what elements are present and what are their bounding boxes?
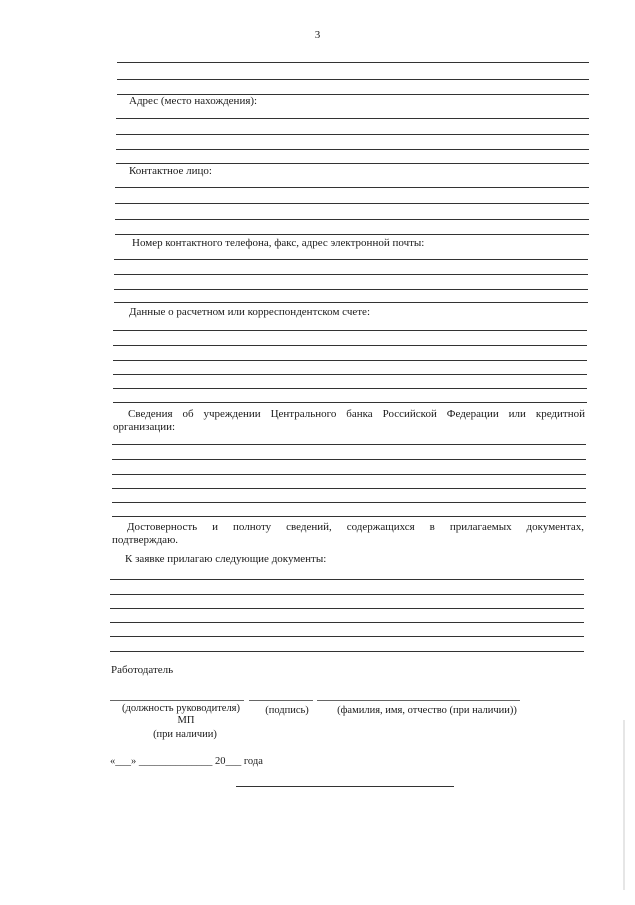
blank-line[interactable]: [112, 502, 586, 503]
date-line[interactable]: «___» ______________ 20___ года: [110, 756, 263, 767]
name-field-line[interactable]: [317, 700, 520, 701]
address-label: Адрес (место нахождения):: [129, 95, 258, 107]
blank-line[interactable]: [115, 234, 589, 235]
blank-line[interactable]: [110, 594, 584, 595]
blank-line[interactable]: [117, 79, 589, 80]
bank-info-label: Сведения об учреждении Центрального банка Российской Федерации или кредитной: [128, 408, 585, 420]
blank-line[interactable]: [114, 289, 588, 290]
blank-line[interactable]: [112, 444, 586, 445]
bank-info-label-cont: организации:: [113, 421, 176, 433]
position-field-line[interactable]: [110, 700, 244, 701]
name-caption: (фамилия, имя, отчество (при наличии)): [337, 705, 517, 716]
signature-caption: (подпись): [265, 705, 309, 716]
blank-line[interactable]: [115, 219, 589, 220]
signature-field-line[interactable]: [249, 700, 313, 701]
blank-line[interactable]: [112, 516, 586, 517]
scan-edge-shadow: [623, 720, 625, 890]
blank-line[interactable]: [110, 622, 584, 623]
blank-line[interactable]: [113, 330, 587, 331]
blank-line[interactable]: [113, 345, 587, 346]
blank-line[interactable]: [114, 259, 588, 260]
bottom-field-line[interactable]: [236, 786, 454, 787]
blank-line[interactable]: [116, 149, 589, 150]
account-label: Данные о расчетном или корреспондентском счете:: [129, 306, 370, 318]
blank-line[interactable]: [113, 360, 587, 361]
blank-line[interactable]: [112, 459, 586, 460]
confirmation-text-cont: подтверждаю.: [112, 534, 179, 546]
blank-line[interactable]: [113, 388, 587, 389]
confirmation-text: Достоверность и полноту сведений, содержащихся в прилагаемых документах,: [127, 521, 584, 533]
blank-line[interactable]: [110, 579, 584, 580]
blank-line[interactable]: [116, 163, 589, 164]
blank-line[interactable]: [113, 374, 587, 375]
contact-label: Контактное лицо:: [129, 165, 212, 177]
attachments-label: К заявке прилагаю следующие документы:: [125, 553, 327, 565]
stamp-label: МП: [177, 715, 195, 726]
blank-line[interactable]: [115, 187, 589, 188]
blank-line[interactable]: [110, 651, 584, 652]
blank-line[interactable]: [110, 608, 584, 609]
blank-line[interactable]: [113, 402, 587, 403]
blank-line[interactable]: [112, 474, 586, 475]
blank-line[interactable]: [116, 118, 589, 119]
blank-line[interactable]: [116, 134, 589, 135]
blank-line[interactable]: [114, 274, 588, 275]
blank-line[interactable]: [110, 636, 584, 637]
page-number: 3: [314, 29, 321, 41]
blank-line[interactable]: [117, 62, 589, 63]
blank-line[interactable]: [112, 488, 586, 489]
blank-line[interactable]: [115, 203, 589, 204]
position-caption: (должность руководителя): [121, 703, 241, 714]
phone-label: Номер контактного телефона, факс, адрес электронной почты:: [132, 237, 425, 249]
blank-line[interactable]: [114, 302, 588, 303]
stamp-note: (при наличии): [153, 729, 217, 740]
employer-label: Работодатель: [111, 664, 174, 676]
